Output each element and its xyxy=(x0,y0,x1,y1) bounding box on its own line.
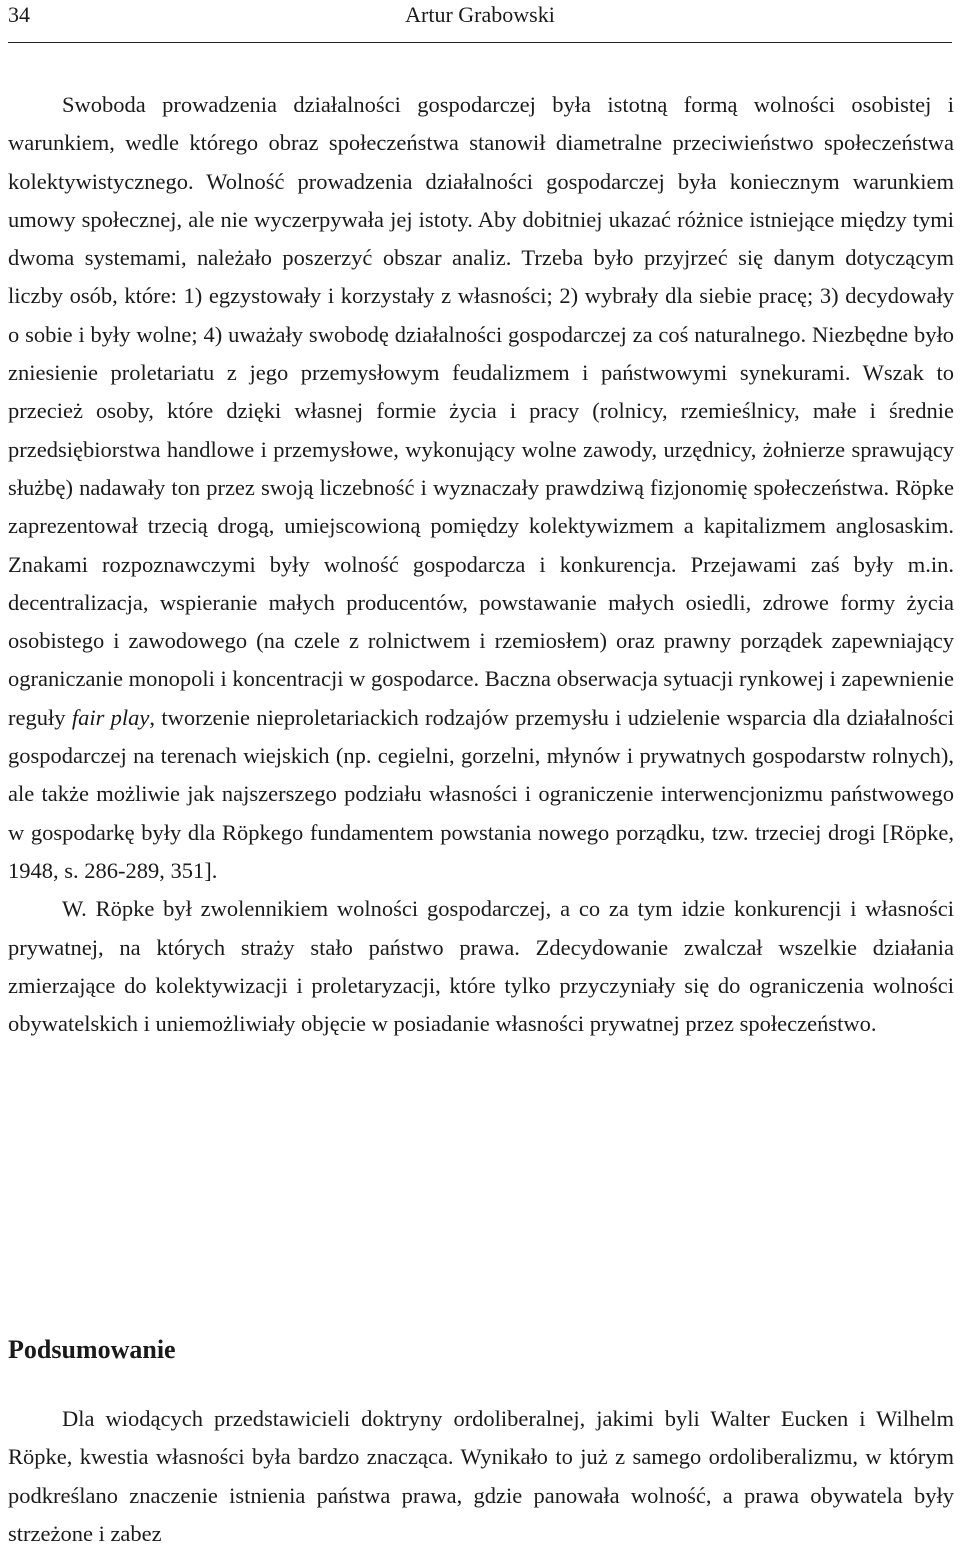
paragraph-text: , tworzenie nieproletariackich rodzajów przemysłu i udzielenie wsparcia dla działalności gospodarczej na terenach wiejskich (np. cegielni, gorzelni, młynów i prywatnych gospodarstw rolnych), ale także możliwie jak najszerszego podziału własności i ograniczenie interwencjonizmu państwowego w gospodarkę były dla Röpkego fundamentem powstania nowego porządku, tzw. trzeciej drogi [Röpke, 1948, s. 286-289, 351]. xyxy=(8,704,954,883)
section-text xyxy=(8,1400,954,1553)
main-text xyxy=(8,86,954,1043)
paragraph xyxy=(8,86,954,890)
paragraph-text: Swoboda prowadzenia działalności gospodarczej była istotną formą wolności osobistej i warunkiem, wedle którego obraz społeczeństwa stanowił diametralne przeciwieństwo społeczeństwa kolektywistycznego. Wolność prowadzenia działalności gospodarczej była koniecznym warunkiem umowy społecznej, ale nie wyczerpywała jej istoty. Aby dobitniej ukazać różnice istniejące między tymi dwoma systemami, należało poszerzyć obszar analiz. Trzeba było przyjrzeć się danym dotyczącym liczby osób, które: 1) egzystowały i korzystały z własności; 2) wybrały dla siebie pracę; 3) decydowały o sobie i były wolne; 4) uważały swobodę działalności gospodarczej za coś naturalnego. Niezbędne było zniesienie proletariatu z jego przemysłowym feudalizmem i państwowymi synekurami. Wszak to przecież osoby, które dzięki własnej formie życia i pracy (rolnicy, rzemieślnicy, małe i średnie przedsiębiorstwa handlowe i przemysłowe, wykonujący wolne zawody, urzędnicy, żołnierze sprawujący służbę) nadawały ton przez swoją liczebność i wyznaczały prawdziwą fizjonomię społeczeństwa. Röpke zaprezentował trzecią drogą, umiejscowioną pomiędzy kolektywizmem a kapitalizmem anglosaskim. Znakami rozpoznawczymi były wolność gospodarcza i konkurencja. Przejawami zaś były m.in. decentralizacja, wspieranie małych producentów, powstawanie małych osiedli, zdrowe formy życia osobistego i zawodowego (na czele z rolnictwem i rzemiosłem) oraz prawny porządek zapewniający ograniczanie monopoli i koncentracji w gospodarce. Baczna obserwacja sytuacji rynkowej i zapewnienie reguły xyxy=(8,92,954,730)
paragraph: W. Röpke był zwolennikiem wolności gospodarczej, a co za tym idzie konkurencji i własności prywatnej, na których straży stało państwo prawa. Zdecydowanie zwalczał wszelkie działania zmierzające do kolektywizacji i proletaryzacji, które tylko przyczyniały się do ograniczenia wolności obywatelskich i uniemożliwiały objęcie w posiadanie własności prywatnej przez społeczeństwo. xyxy=(8,896,954,1037)
running-author: Artur Grabowski xyxy=(405,2,555,27)
section-heading: Podsumowanie xyxy=(8,1335,176,1364)
paragraph: Dla wiodących przedstawicieli doktryny ordoliberalnej, jakimi byli Walter Eucken i Wilhelm Röpke, kwestia własności była bardzo znacząca. Wynikało to już z samego ordoliberalizmu, w którym podkreślano znaczenie istnienia państwa prawa, gdzie panowała wolność, a prawa obywatela były strzeżone i zabez xyxy=(8,1406,954,1546)
running-header xyxy=(8,0,952,43)
page-number: 34 xyxy=(8,2,30,27)
italic-term: fair play xyxy=(71,704,150,730)
